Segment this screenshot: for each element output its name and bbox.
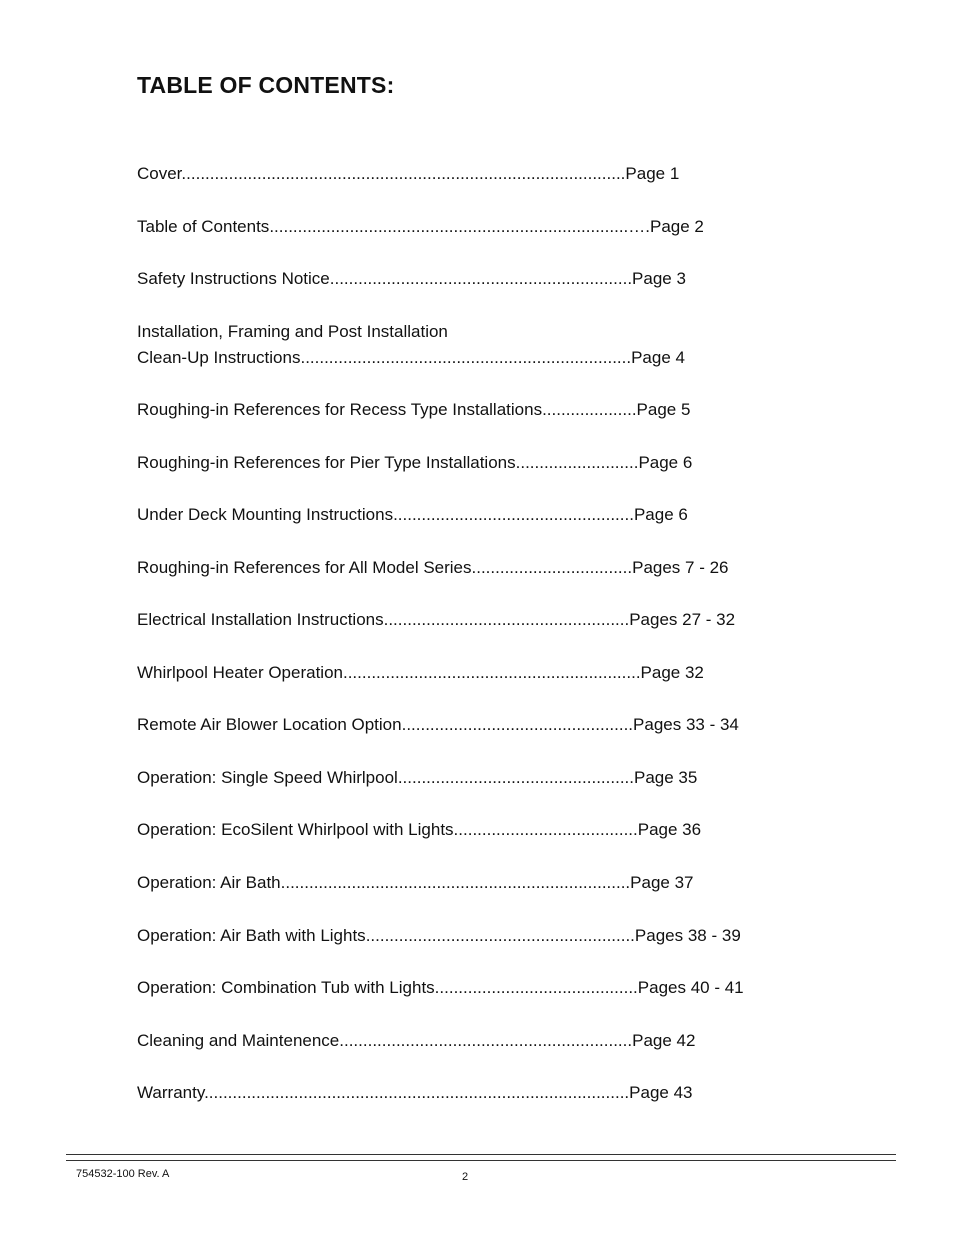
toc-page-ref: Page 37 — [630, 873, 694, 892]
toc-entry-electrical — [137, 607, 735, 633]
toc-entry-pier — [137, 450, 692, 476]
footer-rule-bottom — [66, 1160, 896, 1161]
toc-entry-air-bath-lights — [137, 923, 741, 949]
toc-leader-dots: ........................................... — [434, 978, 638, 997]
toc-page-ref: Page 1 — [625, 164, 680, 183]
toc-page-ref: Page 32 — [640, 663, 704, 682]
toc-page-ref: Pages 40 - 41 — [637, 978, 744, 997]
toc-entry-single-speed — [137, 765, 697, 791]
toc-entry-label: Cover — [137, 164, 182, 183]
toc-entry-label: Operation: Air Bath — [137, 873, 281, 892]
toc-entry-under-deck — [137, 502, 688, 528]
toc-page-ref: Page 2 — [650, 217, 704, 236]
toc-page-ref: Page 3 — [632, 269, 686, 288]
toc-leader-dots: .................................. — [471, 558, 633, 577]
toc-leader-dots: ................................................................ — [329, 269, 633, 288]
toc-page-ref: Page 43 — [629, 1083, 693, 1102]
toc-page-ref: Page 6 — [638, 453, 693, 472]
toc-page-ref: Pages 33 - 34 — [633, 715, 739, 734]
toc-entry-label: Clean-Up Instructions — [137, 348, 301, 367]
toc-page-ref: Pages 38 - 39 — [634, 926, 741, 945]
toc-leader-dots: ............................................................................…. — [269, 217, 650, 236]
page-title: TABLE OF CONTENTS: — [137, 72, 395, 98]
toc-entry-label: Whirlpool Heater Operation — [137, 663, 343, 682]
toc-entry-label: Roughing-in References for All Model Series — [137, 558, 472, 577]
toc-entry-label: Cleaning and Maintenence — [137, 1031, 340, 1050]
toc-leader-dots: .......................................................................................... — [204, 1083, 630, 1102]
toc-page-ref: Pages 7 - 26 — [632, 558, 729, 577]
toc-leader-dots: ......................................................... — [365, 926, 635, 945]
toc-leader-dots: ............................................................... — [342, 663, 641, 682]
toc-page-ref: Page 4 — [631, 348, 685, 367]
toc-leader-dots: ....................................... — [453, 820, 638, 839]
toc-entry-all-models — [137, 555, 729, 581]
toc-leader-dots: .......................... — [515, 453, 639, 472]
toc-entry-air-bath — [137, 870, 694, 896]
toc-entry-recess — [137, 397, 690, 423]
toc-page-ref: Page 5 — [636, 400, 691, 419]
toc-leader-dots: .............................................................................................. — [181, 164, 626, 183]
toc-entry-label: Safety Instructions Notice — [137, 269, 330, 288]
toc-page-ref: Page 36 — [637, 820, 702, 839]
toc-page-ref: Page 6 — [633, 505, 688, 524]
toc-entry-label: Remote Air Blower Location Option — [137, 715, 402, 734]
toc-entry-ecosilent — [137, 817, 701, 843]
toc-entry-label: Roughing-in References for Pier Type Installations — [137, 453, 516, 472]
toc-page-ref: Page 35 — [634, 768, 698, 787]
footer-rule-top — [66, 1154, 896, 1155]
toc-entry-label: Operation: Combination Tub with Lights — [137, 978, 435, 997]
toc-entry-safety — [137, 266, 686, 292]
toc-leader-dots: .................... — [542, 400, 637, 419]
toc-entry-installation — [137, 319, 685, 371]
toc-leader-dots: ................................................... — [393, 505, 634, 524]
document-number: 754532-100 Rev. A — [76, 1168, 170, 1180]
toc-leader-dots: .................................................... — [383, 610, 630, 629]
toc-page-ref: Page 42 — [632, 1031, 696, 1050]
page-number: 2 — [462, 1171, 469, 1183]
toc-entry-warranty — [137, 1080, 693, 1106]
toc-entry-label: Operation: EcoSilent Whirlpool with Lights — [137, 820, 454, 839]
toc-leader-dots: .................................................. — [397, 768, 634, 787]
toc-entry-table-of-contents — [137, 214, 704, 240]
toc-leader-dots: .............................................................. — [339, 1031, 633, 1050]
toc-entry-label: Under Deck Mounting Instructions — [137, 505, 394, 524]
toc-entry-cleaning — [137, 1028, 695, 1054]
toc-leader-dots: ................................................. — [401, 715, 634, 734]
toc-entry-heater — [137, 660, 704, 686]
toc-entry-label: Roughing-in References for Recess Type Installations — [137, 400, 543, 419]
toc-entry-label-line1: Installation, Framing and Post Installation — [137, 322, 448, 341]
toc-entry-combination-tub — [137, 975, 744, 1001]
toc-page-ref: Pages 27 - 32 — [629, 610, 736, 629]
toc-entry-label: Warranty — [137, 1083, 205, 1102]
toc-entry-remote-blower — [137, 712, 739, 738]
toc-entry-label: Electrical Installation Instructions — [137, 610, 384, 629]
toc-entry-label: Operation: Single Speed Whirlpool — [137, 768, 398, 787]
toc-leader-dots: ...................................................................... — [300, 348, 632, 367]
toc-leader-dots: .......................................................................... — [280, 873, 631, 892]
toc-entry-cover — [137, 161, 679, 187]
toc-entry-label: Operation: Air Bath with Lights — [137, 926, 366, 945]
toc-entry-label: Table of Contents — [137, 217, 270, 236]
